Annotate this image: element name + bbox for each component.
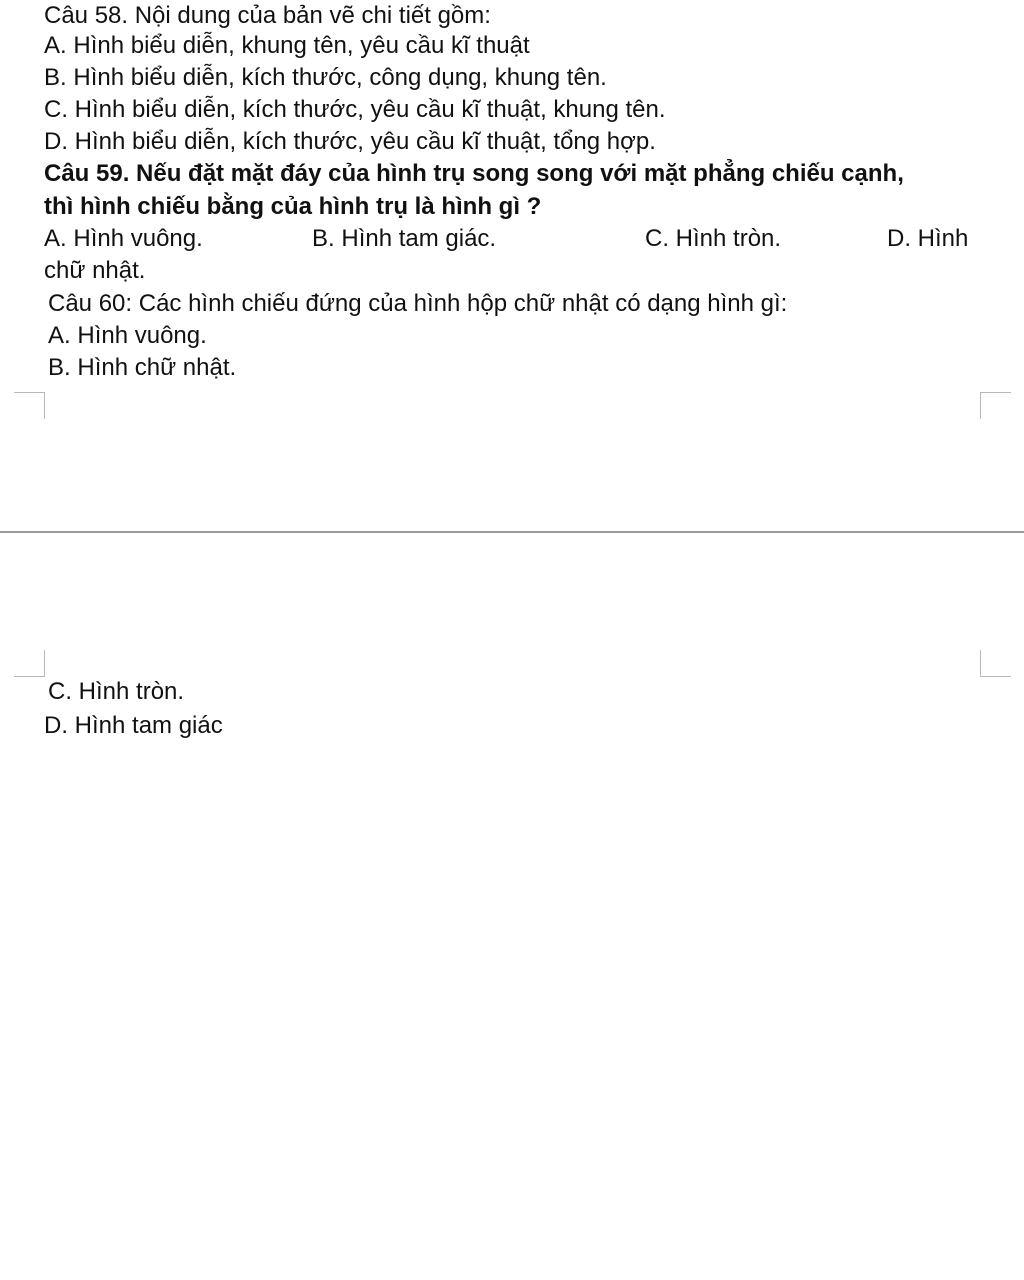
- question-59-text: Nếu đặt mặt đáy của hình trụ song song với mặt phẳng chiếu cạnh,: [129, 160, 904, 187]
- question-60-stem: [48, 288, 787, 320]
- question-58-option-d: [44, 126, 656, 158]
- question-59-option-d: [887, 223, 968, 255]
- option-key: B.: [44, 64, 67, 91]
- question-59-option-a: [44, 223, 203, 255]
- page-corner-mark-bottom-right: [980, 650, 1011, 677]
- question-59-label: Câu 59.: [44, 160, 130, 187]
- question-60-option-c: [48, 676, 184, 708]
- question-59-option-b: [312, 223, 496, 255]
- option-key: A.: [44, 225, 67, 252]
- question-58-option-b: [44, 62, 607, 94]
- option-text: Hình: [911, 225, 969, 252]
- question-58-label: Câu 58: [44, 2, 122, 29]
- question-60-label: Câu 60:: [48, 290, 133, 317]
- question-59-stem-line-1: [44, 158, 904, 190]
- question-59-stem-line-2: thì hình chiếu bằng của hình trụ là hình gì ?: [44, 193, 542, 220]
- option-key: C.: [645, 225, 669, 252]
- option-key: D.: [44, 712, 68, 739]
- option-key: B.: [48, 354, 71, 381]
- option-text: Hình tròn.: [72, 678, 185, 705]
- option-text: Hình tròn.: [669, 225, 782, 252]
- option-key: C.: [48, 678, 72, 705]
- option-text: Hình biểu diễn, kích thước, yêu cầu kĩ thuật, tổng hợp.: [68, 128, 656, 155]
- question-60-option-a: [48, 320, 207, 352]
- question-60-option-b: [48, 352, 236, 384]
- option-text: Hình tam giác.: [334, 225, 497, 252]
- option-key: A.: [48, 322, 71, 349]
- option-key: C.: [44, 96, 68, 123]
- question-60-option-d: [44, 710, 223, 742]
- option-key: D.: [44, 128, 68, 155]
- option-key: B.: [312, 225, 335, 252]
- page-break-separator: [0, 531, 1024, 533]
- page-corner-mark-top-left: [14, 392, 45, 419]
- option-text: Hình vuông.: [66, 225, 203, 252]
- option-key: D.: [887, 225, 911, 252]
- question-58-text: . Nội dung của bản vẽ chi tiết gồm:: [121, 2, 491, 29]
- question-59-option-d-wrap: chữ nhật.: [44, 257, 146, 284]
- option-text: Hình vuông.: [70, 322, 207, 349]
- page-corner-mark-top-right: [980, 392, 1011, 419]
- question-59-option-c: [645, 223, 781, 255]
- page-corner-mark-bottom-left: [14, 650, 45, 677]
- option-text: Hình biểu diễn, kích thước, công dụng, khung tên.: [66, 64, 607, 91]
- question-60-text: Các hình chiếu đứng của hình hộp chữ nhật có dạng hình gì:: [132, 290, 788, 317]
- option-text: Hình biểu diễn, khung tên, yêu cầu kĩ thuật: [66, 32, 530, 59]
- option-key: A.: [44, 32, 67, 59]
- question-58-option-c: [44, 94, 666, 126]
- option-text: Hình chữ nhật.: [70, 354, 237, 381]
- option-text: Hình biểu diễn, kích thước, yêu cầu kĩ thuật, khung tên.: [68, 96, 666, 123]
- option-text: Hình tam giác: [68, 712, 223, 739]
- question-58-option-a: [44, 30, 530, 62]
- question-58-stem: [44, 0, 491, 32]
